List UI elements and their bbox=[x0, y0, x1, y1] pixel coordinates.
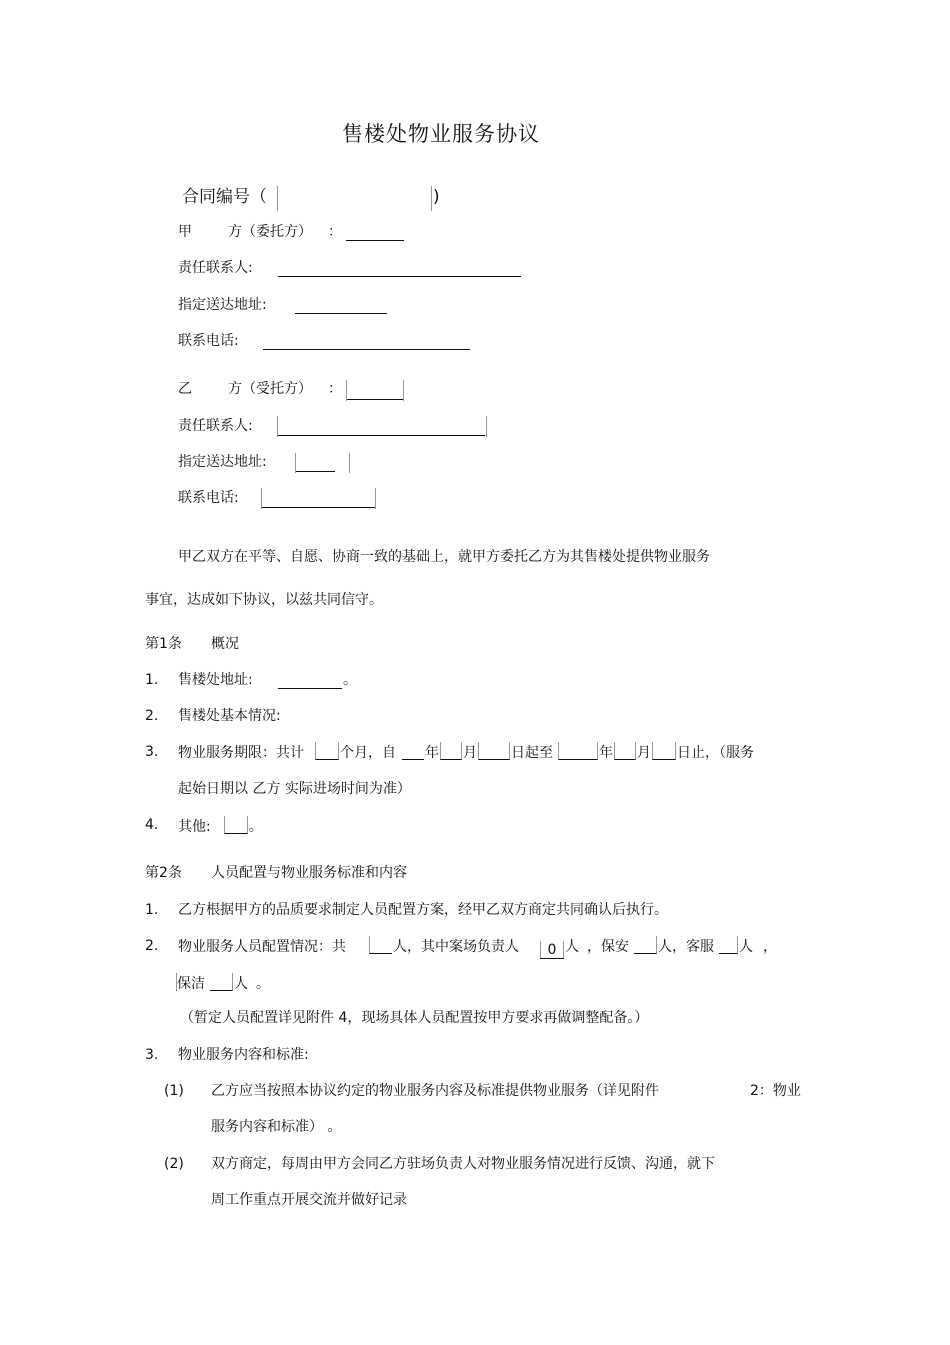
article-1-title: 概况 bbox=[211, 636, 239, 652]
cleaner-count-field[interactable] bbox=[210, 973, 233, 991]
article-2-title: 人员配置与物业服务标准和内容 bbox=[211, 865, 407, 881]
party-b-address-field-left bbox=[295, 453, 296, 473]
a2-item2-people3: 人， bbox=[658, 939, 686, 955]
end-year-field[interactable] bbox=[558, 742, 598, 760]
a2-item2-note: （暂定人员配置详见附件 4，现场具体人员配置按甲方要求再做调整配备。） bbox=[180, 1010, 649, 1026]
a1-item3-num: 3. bbox=[145, 744, 159, 760]
party-b-address-label: 指定送达地址: bbox=[178, 454, 267, 470]
a2-item2-label: 物业服务人员配置情况：共 bbox=[178, 939, 346, 955]
intro-line-1: 甲乙双方在平等、自愿、协商一致的基础上，就甲方委托乙方为其售楼处提供物业服务 bbox=[178, 549, 710, 565]
a2-sub1-line1: 乙方应当按照本协议约定的物业服务内容及标准提供物业服务（详见附件 bbox=[211, 1083, 659, 1099]
a1-item3-line2: 起始日期以 乙方 实际进场时间为准） bbox=[178, 781, 411, 797]
a2-sub1-line2: 服务内容和标准） 。 bbox=[211, 1119, 342, 1135]
party-a-contact-field[interactable] bbox=[278, 276, 521, 277]
party-a-address-field[interactable] bbox=[295, 313, 387, 314]
a2-item2-service: 客服 bbox=[686, 939, 714, 955]
a2-item2-cleaner: 保洁 bbox=[177, 976, 205, 992]
contract-no-field-right bbox=[431, 186, 432, 211]
a1-item3-line1 bbox=[178, 742, 754, 762]
a1-item3-month2: 月 bbox=[637, 745, 651, 761]
party-a-contact-label: 责任联系人: bbox=[178, 260, 253, 276]
end-month-field[interactable] bbox=[614, 742, 636, 760]
party-b-name-field-left bbox=[346, 380, 347, 401]
party-b-contact-field[interactable] bbox=[278, 435, 485, 436]
a2-item2-comma: ， bbox=[587, 939, 601, 955]
start-day-field[interactable] bbox=[478, 742, 510, 760]
party-a-label-2: 方（委托方） bbox=[228, 224, 312, 240]
case-manager-count[interactable]: 0 bbox=[540, 941, 564, 959]
party-b-phone-field[interactable] bbox=[262, 507, 375, 508]
party-b-label-2: 方（受托方） bbox=[228, 381, 312, 397]
a2-item2-line1 bbox=[178, 936, 777, 959]
party-b-name-field[interactable] bbox=[347, 399, 403, 400]
a2-item2-guard: 保安 bbox=[601, 939, 629, 955]
article-2-heading: 第2条 bbox=[145, 865, 182, 881]
a2-item1-num: 1. bbox=[145, 902, 159, 918]
a1-item3-months: 个月，自 bbox=[340, 745, 396, 761]
party-b-address-field[interactable] bbox=[296, 471, 335, 472]
term-months-field[interactable] bbox=[315, 742, 339, 760]
party-a-phone-field[interactable] bbox=[263, 349, 470, 350]
service-count-field[interactable] bbox=[719, 936, 738, 954]
intro-line-2: 事宜，达成如下协议，以兹共同信守。 bbox=[145, 592, 383, 608]
start-year-field[interactable] bbox=[402, 742, 424, 760]
a2-item2-case-mgr: 其中案场负责人 bbox=[421, 939, 519, 955]
a2-sub1-attach: 2：物业 bbox=[750, 1083, 801, 1099]
party-b-phone-field-right bbox=[375, 488, 376, 509]
a1-item1-num: 1. bbox=[145, 672, 159, 688]
a1-item2-num: 2. bbox=[145, 708, 159, 724]
party-b-name-field-right bbox=[403, 380, 404, 401]
a2-sub2-line2: 周工作重点开展交流并做好记录 bbox=[211, 1192, 407, 1208]
other-field[interactable] bbox=[224, 816, 248, 834]
a2-item3-num: 3. bbox=[145, 1047, 159, 1063]
a2-item2-comma2: ， bbox=[763, 939, 777, 955]
a2-item2-line2 bbox=[176, 973, 270, 993]
party-a-phone-label: 联系电话: bbox=[178, 333, 239, 349]
party-a-colon: ： bbox=[328, 224, 342, 240]
page-title: 售楼处物业服务协议 bbox=[342, 122, 540, 146]
a1-item3-year2: 年 bbox=[599, 745, 613, 761]
a2-item2-people: 人， bbox=[393, 939, 421, 955]
party-b-contact-label: 责任联系人: bbox=[178, 418, 253, 434]
contract-no-field-left bbox=[277, 186, 278, 211]
a2-sub2-line1: 双方商定，每周由甲方会同乙方驻场负责人对物业服务情况进行反馈、沟通，就下 bbox=[211, 1156, 715, 1172]
a2-item3-label: 物业服务内容和标准: bbox=[178, 1047, 309, 1063]
a2-item2-people2: 人 bbox=[565, 939, 579, 955]
a1-item4-num: 4. bbox=[145, 817, 159, 833]
party-b-phone-label: 联系电话: bbox=[178, 490, 239, 506]
a1-item4-suffix: 。 bbox=[248, 819, 263, 835]
party-b-phone-field-left bbox=[261, 488, 262, 509]
party-b-address-field-right bbox=[349, 453, 350, 473]
a1-item3-label: 物业服务期限：共计 bbox=[178, 745, 304, 761]
a2-item2-people5: 人 bbox=[234, 976, 248, 992]
a1-item1-label: 售楼处地址: bbox=[178, 672, 253, 688]
a2-item2-end: 。 bbox=[256, 976, 270, 992]
start-month-field[interactable] bbox=[440, 742, 462, 760]
a2-item2-num: 2. bbox=[145, 938, 159, 954]
party-b-contact-field-right bbox=[486, 416, 487, 437]
a1-item3-year: 年 bbox=[425, 745, 439, 761]
party-b-colon: ： bbox=[328, 381, 342, 397]
a1-item3-until: 日止，（服务 bbox=[677, 745, 754, 761]
party-a-label-1: 甲 bbox=[178, 224, 192, 240]
end-day-field[interactable] bbox=[652, 742, 676, 760]
a1-item4-line bbox=[178, 816, 263, 836]
a1-item3-month: 月 bbox=[463, 745, 477, 761]
a1-item2-label: 售楼处基本情况: bbox=[178, 708, 281, 724]
party-a-address-label: 指定送达地址: bbox=[178, 297, 267, 313]
a1-item3-from: 日起至 bbox=[511, 745, 553, 761]
party-a-name-field[interactable] bbox=[346, 240, 404, 241]
sales-office-address-field[interactable] bbox=[278, 688, 342, 689]
a1-item1-suffix: 。 bbox=[343, 672, 357, 688]
guard-count-field[interactable] bbox=[634, 936, 657, 954]
party-b-contact-field-left bbox=[277, 416, 278, 437]
a2-item1-text: 乙方根据甲方的品质要求制定人员配置方案，经甲乙双方商定共同确认后执行。 bbox=[178, 902, 668, 918]
total-staff-field[interactable] bbox=[369, 936, 392, 954]
party-b-label-1: 乙 bbox=[178, 381, 192, 397]
a1-item4-label: 其他: bbox=[178, 819, 211, 835]
a2-item2-people4: 人 bbox=[739, 939, 753, 955]
contract-no-close: ) bbox=[433, 187, 440, 207]
article-1-heading: 第1条 bbox=[145, 636, 182, 652]
contract-no-label: 合同编号（ bbox=[182, 187, 267, 207]
a2-sub1-num: (1) bbox=[164, 1083, 184, 1099]
a2-sub2-num: (2) bbox=[164, 1156, 184, 1172]
